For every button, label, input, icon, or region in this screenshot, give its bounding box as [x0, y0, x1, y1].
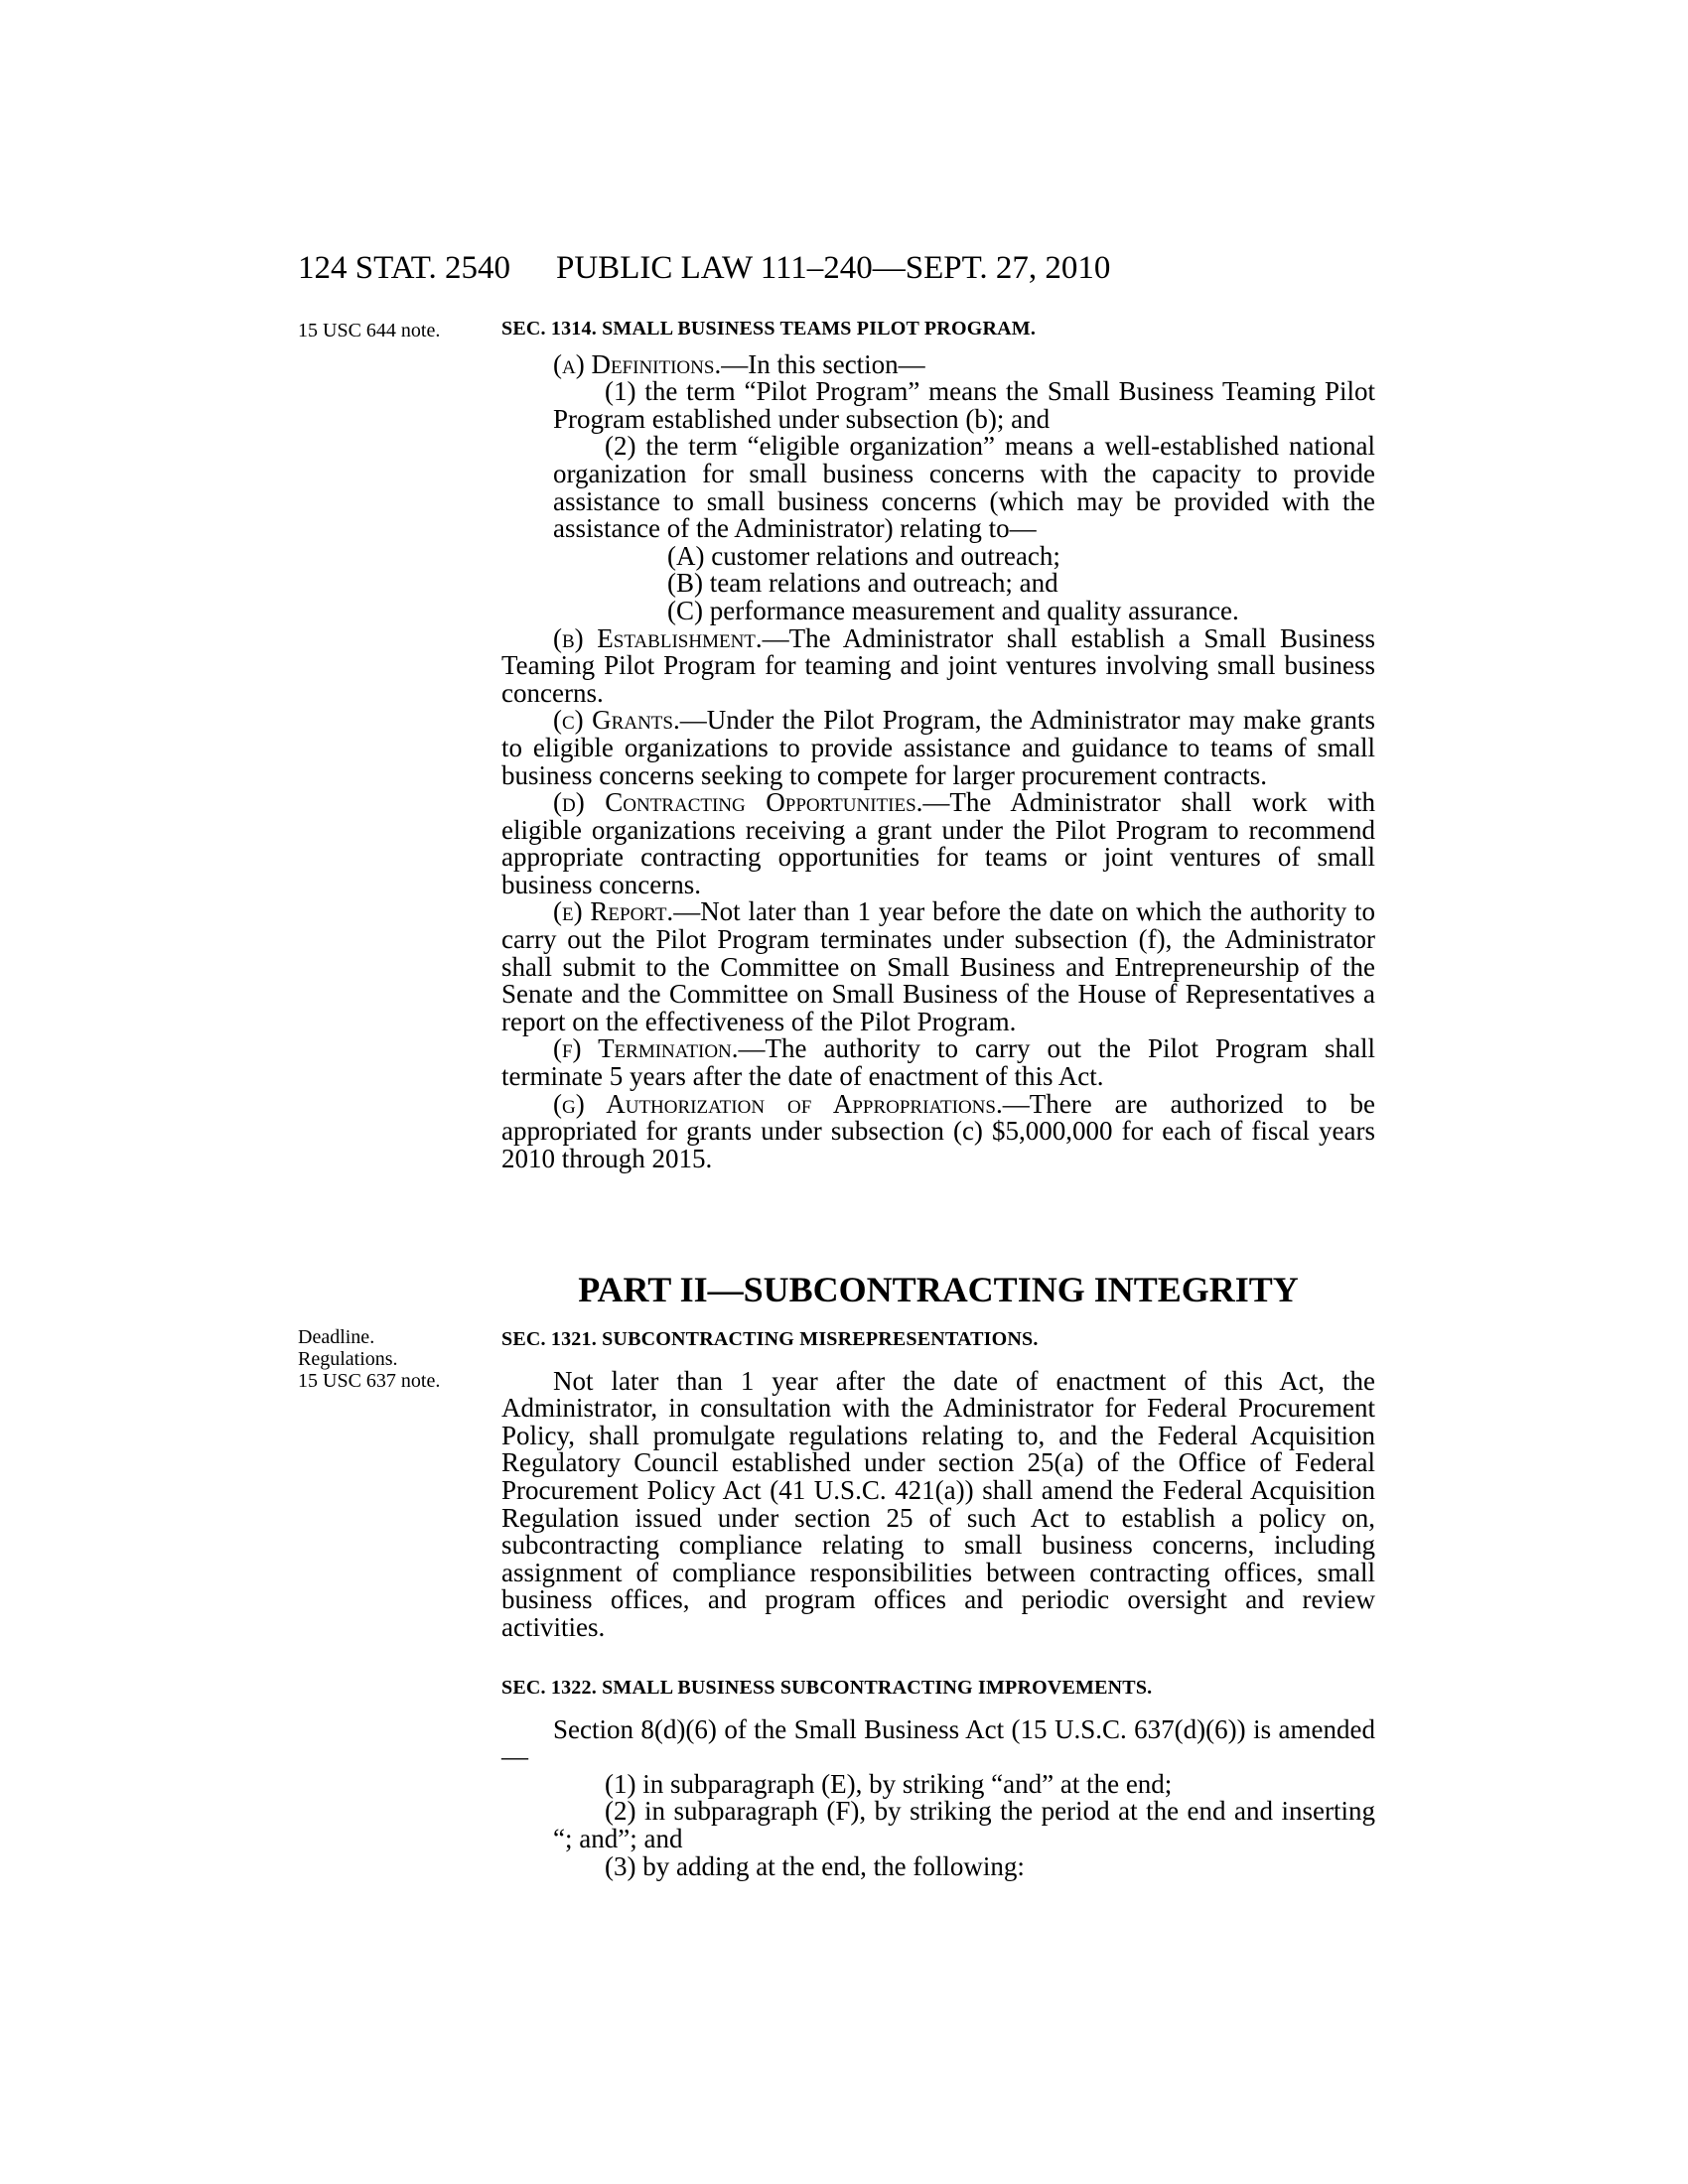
- sec-1314-a2C: (C) performance measurement and quality assurance.: [667, 595, 1239, 625]
- sec-1322-intro: Section 8(d)(6) of the Small Business Act (15 U.S.C. 637(d)(6)) is amended—: [501, 1713, 1375, 1772]
- sec-1314-g-text: —There are authorized to be appropriated for grants under subsection (c) $5,000,000 for each of fiscal years 2010 through 2015.: [501, 1088, 1376, 1173]
- sec-1314-d-label: (d) Contracting Opportunities.: [553, 787, 923, 818]
- sec-1314-heading: SEC. 1314. SMALL BUSINESS TEAMS PILOT PROGRAM.: [501, 318, 1037, 340]
- sec-1314-a-label: (a) Definitions.: [553, 348, 722, 379]
- sec-1314-a1: (1) the term “Pilot Program” means the Small Business Teaming Pilot Program established under subsection (b); and: [553, 376, 1375, 434]
- sec-1322: [501, 1675, 1375, 1880]
- sec-1314-a2B: (B) team relations and outreach; and: [667, 568, 1058, 599]
- sec-1314-b: [501, 622, 1376, 708]
- margin-note-regulations: Regulations.: [298, 1348, 398, 1370]
- sec-1314-f-text: —The authority to carry out the Pilot Program shall terminate 5 years after the date of enactment of this Act.: [501, 1033, 1375, 1092]
- margin-note-sec1314: 15 USC 644 note.: [298, 320, 441, 341]
- sec-1321: [501, 1326, 1375, 1642]
- sec-1314-e-label: (e) Report.: [553, 896, 674, 927]
- sec-1314-d-text: —The Administrator shall work with eligible organizations receiving a grant under the Pilot Program to recommend appropriate contracting opportunities for teams or joint ventures of small business concerns.: [501, 787, 1376, 899]
- public-law-citation: PUBLIC LAW 111–240—SEPT. 27, 2010: [556, 250, 1111, 286]
- sec-1314-b-text: —The Administrator shall establish a Small Business Teaming Pilot Program for teaming and joint ventures involving small business concerns.: [501, 622, 1376, 708]
- margin-note-usc: 15 USC 637 note.: [298, 1370, 441, 1392]
- sec-1314-c-text: —Under the Pilot Program, the Administrator may make grants to eligible organizations to provide assistance and guidance to teams of small business concerns seeking to compete for larger procurement contracts.: [501, 705, 1375, 790]
- sec-1314-c-label: (c) Grants.: [553, 705, 680, 736]
- sec-1322-heading: SEC. 1322. SMALL BUSINESS SUBCONTRACTING IMPROVEMENTS.: [501, 1677, 1153, 1699]
- sec-1314-e: [501, 898, 1375, 1035]
- sec-1322-p3: (3) by adding at the end, the following:: [605, 1850, 1025, 1881]
- sec-1314-f-label: (f) Termination.: [553, 1033, 739, 1064]
- sec-1314-e-text: —Not later than 1 year before the date on which the authority to carry out the Pilot Program terminates under subsection (f), the Administrator shall submit to the Committee on Small Business and Entrepreneurship of the Senate and the Committee on Small Business of the House of Representatives a report on the effectiveness of the Pilot Program.: [501, 896, 1375, 1036]
- sec-1314-a2: (2) the term “eligible organization” means a well-established national organization for small business concerns with the capacity to provide assistance to small business concerns (which may be provided with the assistance of the Administrator) relating to—: [553, 431, 1375, 544]
- sec-1321-text: Not later than 1 year after the date of enactment of this Act, the Administrator, in consultation with the Administrator for Federal Procurement Policy, shall promulgate regulations relating to, and the Federal Acquisition Regulatory Council established under section 25(a) of the Office of Federal Procurement Policy Act (41 U.S.C. 421(a)) shall amend the Federal Acquisition Regulation issued under section 25 of such Act to establish a policy on, subcontracting compliance relating to small business concerns, including assignment of compliance responsibilities between contracting offices, small business offices, and program offices and periodic oversight and review activities.: [501, 1365, 1375, 1642]
- part-ii-heading: PART II—SUBCONTRACTING INTEGRITY: [578, 1270, 1299, 1309]
- sec-1314-g-label: (g) Authorization of Appropriations.: [553, 1088, 1003, 1119]
- margin-note-deadline: Deadline.: [298, 1326, 375, 1348]
- sec-1314-c: [501, 707, 1375, 789]
- sec-1314: [501, 316, 1375, 1172]
- sec-1314-a2A: (A) customer relations and outreach;: [667, 540, 1060, 571]
- sec-1314-b-label: (b) Establishment.: [553, 622, 763, 653]
- margin-note-sec1321: [298, 1326, 487, 1392]
- sec-1314-d: [501, 789, 1375, 898]
- sec-1314-g: [501, 1088, 1376, 1173]
- sec-1314-a: [501, 348, 1375, 379]
- sec-1322-p1: (1) in subparagraph (E), by striking “and” at the end;: [605, 1768, 1173, 1799]
- running-head: [0, 250, 1688, 290]
- stat-page-number: 124 STAT. 2540: [298, 250, 511, 286]
- sec-1314-a-text: —In this section—: [721, 348, 925, 379]
- sec-1321-heading: SEC. 1321. SUBCONTRACTING MISREPRESENTATIONS.: [501, 1328, 1039, 1350]
- sec-1322-p2: (2) in subparagraph (F), by striking the period at the end and inserting “; and”; and: [553, 1796, 1375, 1853]
- sec-1314-f: [501, 1035, 1375, 1090]
